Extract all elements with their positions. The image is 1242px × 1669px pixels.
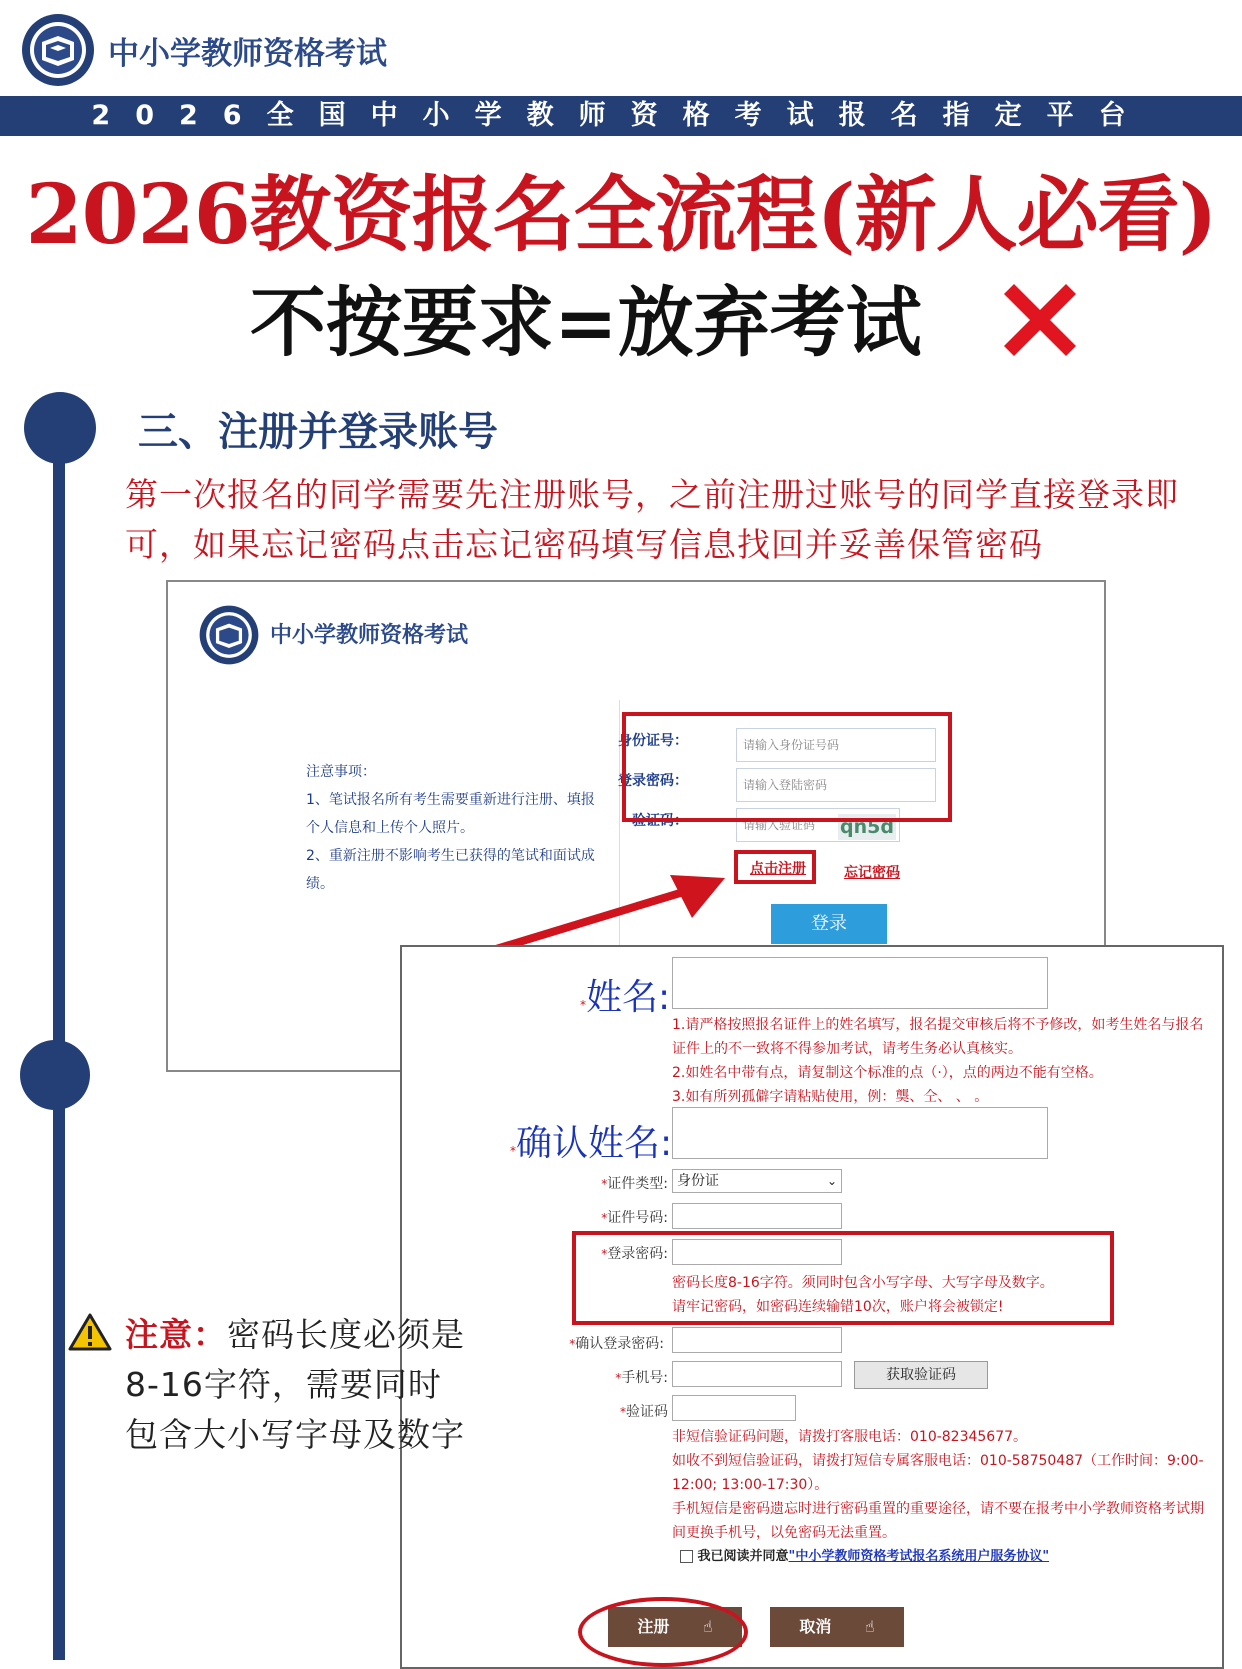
- id-number-label: *证件号码:: [601, 1210, 668, 1226]
- highlight-ellipse: [578, 1597, 748, 1667]
- cancel-button-label: 取消: [799, 1617, 832, 1636]
- chevron-down-icon: ⌄: [826, 1174, 837, 1188]
- warning-label: 注意：: [125, 1315, 227, 1354]
- phone-label-text: 手机号:: [621, 1370, 668, 1386]
- confirm-name-label: *确认姓名:: [510, 1123, 673, 1164]
- note-item: 1、笔试报名所有考生需要重新进行注册、填报个人信息和上传个人照片。: [306, 792, 595, 836]
- brand-name: 中小学教师资格考试: [108, 36, 387, 72]
- sms-code-label: *验证码: [620, 1404, 668, 1420]
- id-number-label: 身份证号：: [618, 733, 688, 749]
- section-heading: 三、注册并登录账号: [138, 409, 498, 455]
- sms-note: 如收不到短信验证码，请拨打短信专属客服电话：010-58750487（工作时间：9:00-12:00; 13:00-17:30）。: [672, 1453, 1204, 1493]
- id-type-value: 身份证: [677, 1173, 719, 1189]
- exam-logo-icon: [20, 12, 96, 88]
- id-type-label-text: 证件类型:: [607, 1176, 668, 1192]
- password-input[interactable]: 请输入登陆密码: [736, 768, 936, 802]
- name-label-text: 姓名:: [586, 977, 671, 1018]
- cancel-button[interactable]: [770, 1607, 904, 1647]
- password-label-text: 登录密码:: [607, 1246, 668, 1262]
- confirm-password-label-text: 确认登录密码:: [575, 1336, 664, 1352]
- register-link[interactable]: 点击注册: [750, 861, 806, 877]
- confirm-name-input[interactable]: [672, 1107, 1048, 1159]
- agreement-link[interactable]: "中小学教师资格考试报名系统用户服务协议": [788, 1549, 1050, 1564]
- timeline-dot: [24, 392, 96, 464]
- password-label: 登录密码：: [618, 773, 688, 789]
- password-note: 密码长度8-16字符。须同时包含小写字母、大写字母及数字。: [672, 1275, 1054, 1291]
- register-button-label: 注册: [637, 1617, 670, 1636]
- register-screenshot: [400, 945, 1224, 1669]
- name-note: 1.请严格按照报名证件上的姓名填写，报名提交审核后将不予修改，如考生姓名与报名证件上的不一致将不得参加考试，请考生务必认真核实。: [672, 1017, 1204, 1057]
- page-title: 2026教资报名全流程(新人必看): [25, 167, 1217, 263]
- forgot-password-link[interactable]: 忘记密码: [844, 865, 900, 881]
- sms-note: 手机短信是密码遗忘时进行密码重置的重要途径，请不要在报考中小学教师资格考试期间更换手机号，以免密码无法重置。: [672, 1501, 1204, 1541]
- id-type-label: *证件类型:: [601, 1176, 668, 1192]
- name-label: *姓名:: [580, 977, 671, 1018]
- platform-banner: 2026全国中小学教师资格考试报名指定平台: [0, 96, 1242, 136]
- red-cross-icon: [990, 270, 1090, 370]
- confirm-password-input[interactable]: [672, 1327, 842, 1353]
- page-subtitle: 不按要求=放弃考试: [250, 278, 922, 367]
- agree-text: 我已阅读并同意: [697, 1549, 789, 1564]
- get-code-button[interactable]: 获取验证码: [854, 1361, 988, 1389]
- agree-checkbox[interactable]: [680, 1550, 693, 1563]
- password-warning: [125, 1310, 465, 1460]
- name-notes: [672, 1013, 1212, 1109]
- highlight-box: [622, 712, 952, 822]
- captcha-label: 验证码：: [632, 813, 688, 829]
- sms-notes: [672, 1425, 1212, 1545]
- sms-code-input[interactable]: [672, 1395, 796, 1421]
- sms-code-label-text: 验证码: [626, 1404, 668, 1420]
- hand-pointer-icon: ☝: [702, 1617, 713, 1636]
- confirm-password-label: *确认登录密码:: [569, 1336, 664, 1352]
- login-brand-name: 中小学教师资格考试: [270, 623, 469, 648]
- login-button[interactable]: 登录: [771, 904, 887, 944]
- captcha-image[interactable]: qn5d: [838, 814, 896, 840]
- phone-label: *手机号:: [615, 1370, 668, 1386]
- agree-row: [680, 1545, 1049, 1564]
- highlight-box: [572, 1231, 1114, 1325]
- warning-text: 密码长度必须是8-16字符，需要同时包含大小写字母及数字: [125, 1315, 465, 1454]
- timeline-dot: [20, 1040, 90, 1110]
- section-intro: 第一次报名的同学需要先注册账号，之前注册过账号的同学直接登录即可，如果忘记密码点击忘记密码填写信息找回并妥善保管密码: [125, 475, 1179, 564]
- hand-pointer-icon: ☝: [864, 1617, 875, 1636]
- phone-input[interactable]: [672, 1361, 842, 1387]
- id-number-input[interactable]: [672, 1203, 842, 1229]
- exam-logo-icon: [198, 604, 260, 666]
- name-input[interactable]: [672, 957, 1048, 1009]
- id-type-select[interactable]: [672, 1169, 842, 1193]
- sms-note: 非短信验证码问题，请拨打客服电话：010-82345677。: [672, 1429, 1028, 1445]
- id-number-input[interactable]: 请输入身份证号码: [736, 728, 936, 762]
- password-label: *登录密码:: [601, 1246, 668, 1262]
- warning-icon: [68, 1312, 112, 1352]
- name-note: 2.如姓名中带有点，请复制这个标准的点（·），点的两边不能有空格。: [672, 1065, 1103, 1081]
- notes-title: 注意事项：: [306, 764, 376, 780]
- captcha-input[interactable]: 请输入验证码: [736, 808, 900, 842]
- id-number-label-text: 证件号码:: [607, 1210, 668, 1226]
- password-note: 请牢记密码，如密码连续输错10次，账户将会被锁定!: [672, 1299, 1004, 1315]
- name-note: 3.如有所列孤僻字请粘贴使用，例：龑、仝、 、 。: [672, 1089, 989, 1105]
- confirm-name-label-text: 确认姓名:: [516, 1123, 673, 1164]
- note-item: 2、重新注册不影响考生已获得的笔试和面试成绩。: [306, 848, 595, 892]
